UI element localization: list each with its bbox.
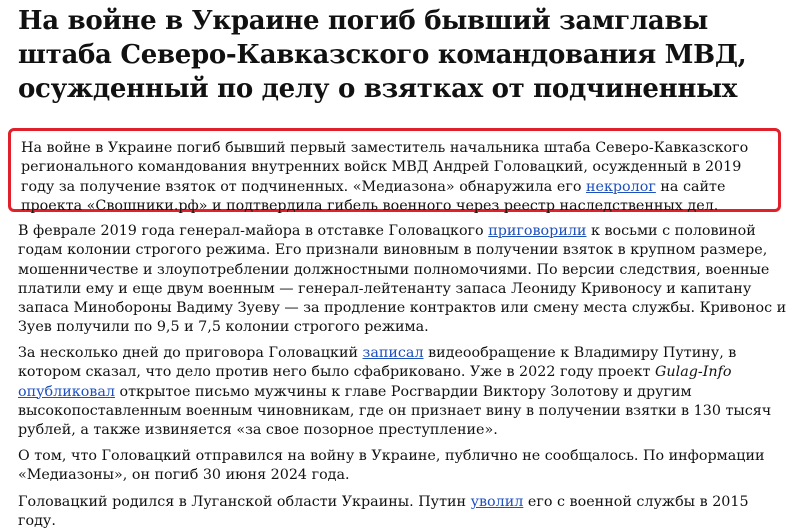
project-name: Gulag-Info [655, 364, 732, 381]
article-headline: На войне в Украине погиб бывший замглавы штаба Северо-Кавказского командования МВД, осужденный по делу о взятках от подчиненных [18, 6, 747, 104]
paragraph-video-appeal [18, 344, 788, 440]
lead-text-1: На войне в Украине погиб бывший первый заместитель начальника штаба Северо-Кавказского регионального командования внутренних войск МВД Андрей Головацкий, осужденный в 2019 году за получение взяток от подчиненных. «Медиазона» обнаружила его [21, 140, 749, 195]
paragraph-text: Головацкий родился в Луганской области Украины. Путин [18, 494, 471, 510]
paragraph-text: к восьми с половиной годам колонии строгого режима. Его признали виновным в получении взяток в крупном размере, мошенничестве и злоупотреблении должностными полномочиями. По версии следствия, военные платили ему и еще двум военным — генерал-лейтенанту запаса Леониду Кривоносу и капитану запаса Минобороны Вадиму Зуеву — за продление контрактов или смену места службы. Кривонос и Зуев получили по 9,5 и 7,5 колонии строгого режима. [18, 223, 787, 336]
paragraph-sentence [18, 222, 788, 338]
paragraph-text: О том, что Головацкий отправился на войну в Украине, публично не сообщалось. По информации «Медиазоны», он погиб 30 июня 2024 года. [18, 448, 765, 484]
lead-paragraph-highlighted [8, 128, 781, 212]
dismissed-link[interactable]: уволил [470, 494, 524, 510]
sentenced-link[interactable]: приговорили [488, 223, 587, 239]
published-link[interactable]: опубликовал [18, 383, 115, 400]
paragraph-text: За несколько дней до приговора Головацкий [18, 345, 363, 361]
paragraph-text: В феврале 2019 года генерал-майора в отставке Головацкого [18, 223, 489, 239]
paragraph-text: открытое письмо мужчины к главе Росгвардии Виктору Золотову и другим высокопоставленным военным чиновникам, где он признает вину в получении взятки в 130 тысяч рублей, а также извиняется «за свое позорное преступление». [18, 383, 772, 439]
lead-text-2: на сайте проекта «Свошники.рф» и подтвердила гибель военного через реестр наследственных дел. [21, 178, 726, 214]
paragraph-death [18, 447, 788, 486]
paragraph-biography [18, 493, 788, 532]
paragraph-text: его с военной службы в 2015 году. [18, 494, 749, 530]
recorded-link[interactable]: записал [362, 345, 424, 361]
paragraph-text: видеообращение к Владимиру Путину, в котором сказал, что дело против него было сфабриковано. Уже в 2022 году проект [18, 345, 737, 381]
obituary-link[interactable]: некролог [585, 178, 656, 195]
